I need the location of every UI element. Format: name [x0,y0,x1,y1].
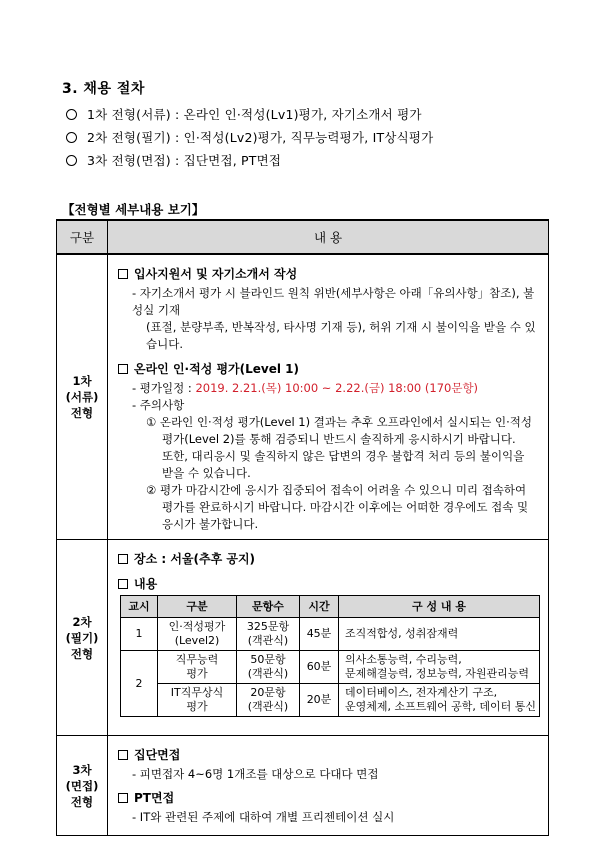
type-line: 직무능력 [175,653,219,666]
square-bullet-icon [118,364,128,374]
desc-line: 조직적합성, 성취잠재력 [345,627,459,640]
step-1-text: 1차 전형(서류) : 온라인 인·적성(Lv1)평가, 자기소개서 평가 [87,107,422,122]
round3-row [57,736,549,836]
step-2 [66,128,433,146]
schedule-value: 2019. 2.21.(목) 10:00 ~ 2.22.(금) 18:00 (170문항) [195,381,479,395]
items-line: (객관식) [247,634,289,647]
round1-category [57,254,108,540]
desc-cell [339,651,540,684]
round3-cat-line: 3차 [72,762,92,777]
inner-header-row [121,596,540,618]
round2-cat-line: 2차 [72,614,92,629]
type-cell [158,684,237,717]
round2-place [118,550,540,567]
circle-bullet-icon [66,109,77,120]
desc-cell [339,684,540,717]
detail-subheading: 【전형별 세부내용 보기】 [62,202,205,217]
round1-sec1-line: - 자기소개서 평가 시 블라인드 원칙 위반(세부사항은 아래「유의사항」참조), 불성실 기재 [132,286,535,317]
round3-sec2-text: PT면접 [134,791,175,805]
type-line: (Level2) [174,634,220,647]
square-bullet-icon [118,554,128,564]
inner-header: 시간 [300,596,339,618]
round3-sec1-text: 집단면접 [134,748,181,762]
round2-row [57,540,549,736]
items-line: (객관식) [247,700,289,713]
items-line: (객관식) [247,667,289,680]
note-line: ② 평가 마감시간에 응시가 집중되어 접속이 어려울 수 있으니 미리 접속하여 [146,483,527,497]
round1-cat-line: 1차 [72,374,92,388]
round2-category [57,540,108,736]
note-line: ① 온라인 인·적성 평가(Level 1) 결과는 추후 오프라인에서 실시되는 인·적성 [146,415,532,429]
period-cell: 1 [121,618,158,651]
round3-cat-line: 전형 [70,794,94,809]
desc-cell [339,618,540,651]
round1-content [108,254,549,540]
table-header-row [57,220,549,254]
desc-line: 의사소통능력, 수리능력, [345,653,462,666]
type-line: 인·적성평가 [168,620,226,633]
inner-header: 구분 [158,596,237,618]
round1-cat-line: (서류) [65,390,99,404]
screening-table [56,219,549,836]
round1-sec1-line: (표절, 분량부족, 반복작성, 타사명 기재 등), 허위 기재 시 불이익을 받을 수 있습니다. [146,320,536,351]
items-line: 50문항 [250,653,286,666]
time-cell: 45분 [300,618,339,651]
note-line: 응시가 불가합니다. [162,517,259,531]
step-3 [66,151,281,169]
time-cell: 20분 [300,684,339,717]
items-cell [237,684,300,717]
inner-header: 문항수 [237,596,300,618]
square-bullet-icon [118,579,128,589]
header-content: 내 용 [108,220,549,254]
round3-content [108,736,549,836]
items-cell [237,651,300,684]
period-cell: 2 [121,651,158,717]
round1-cat-line: 전형 [70,406,94,420]
circle-bullet-icon [66,132,77,143]
table-row [121,684,540,717]
notes-label: - 주의사항 [132,398,185,412]
schedule-line [132,380,540,397]
note-line: 평가(Level 2)를 통해 검증되니 반드시 솔직하게 응시하시기 바랍니다. [162,432,516,446]
round1-sec2-title [118,360,540,377]
circle-bullet-icon [66,155,77,166]
note-line: 받을 수 있습니다. [162,466,251,480]
type-cell [158,651,237,684]
square-bullet-icon [118,793,128,803]
items-cell [237,618,300,651]
note-line: 평가를 완료하시기 바랍니다. 마감시간 이후에는 어떠한 경우에도 접속 및 [162,500,529,514]
header-category: 구분 [57,220,108,254]
round3-sec1-title [118,746,540,763]
round3-category [57,736,108,836]
round3-sec2-line: - IT와 관련된 주제에 대하여 개별 프리젠테이션 실시 [132,810,395,824]
section-title: 3. 채용 절차 [62,81,145,97]
square-bullet-icon [118,750,128,760]
square-bullet-icon [118,269,128,279]
table-row [121,651,540,684]
desc-line: 운영체제, 소프트웨어 공학, 데이터 통신 [345,700,536,713]
type-line: IT직무상식 [170,686,224,699]
round2-content-text: 내용 [134,577,158,591]
inner-header: 교시 [121,596,158,618]
round1-sec1-title [118,265,540,282]
schedule-label: - 평가일정 : [132,381,196,395]
round1-sec1-text: 입사지원서 및 자기소개서 작성 [134,267,298,281]
round2-cat-line: (필기) [65,630,99,645]
written-test-table [120,595,540,717]
desc-line: 문제해결능력, 정보능력, 자원관리능력 [345,667,530,680]
round2-content [108,540,549,736]
round1-sec2-text: 온라인 인·적성 평가(Level 1) [134,362,300,376]
items-line: 20문항 [250,686,286,699]
items-line: 325문항 [246,620,290,633]
desc-line: 데이터베이스, 전자계산기 구조, [345,686,498,699]
round3-cat-line: (면접) [65,778,99,793]
time-cell: 60분 [300,651,339,684]
type-line: 평가 [186,667,208,680]
step-2-text: 2차 전형(필기) : 인·적성(Lv2)평가, 직무능력평가, IT상식평가 [87,130,434,145]
step-3-text: 3차 전형(면접) : 집단면접, PT면접 [87,153,282,168]
type-line: 평가 [186,700,208,713]
round3-sec1-line: - 피면접자 4~6명 1개조를 대상으로 다대다 면접 [132,767,379,781]
round1-row [57,254,549,540]
note-line: 또한, 대리응시 및 솔직하지 않은 답변의 경우 불합격 처리 등의 불이익을 [162,449,525,463]
table-row [121,618,540,651]
step-1 [66,105,422,123]
round2-cat-line: 전형 [70,646,94,661]
type-cell [158,618,237,651]
round2-place-text: 장소 : 서울(추후 공지) [134,552,256,566]
round2-content-label [118,575,540,592]
round3-sec2-title [118,789,540,806]
inner-header: 구 성 내 용 [339,596,540,618]
